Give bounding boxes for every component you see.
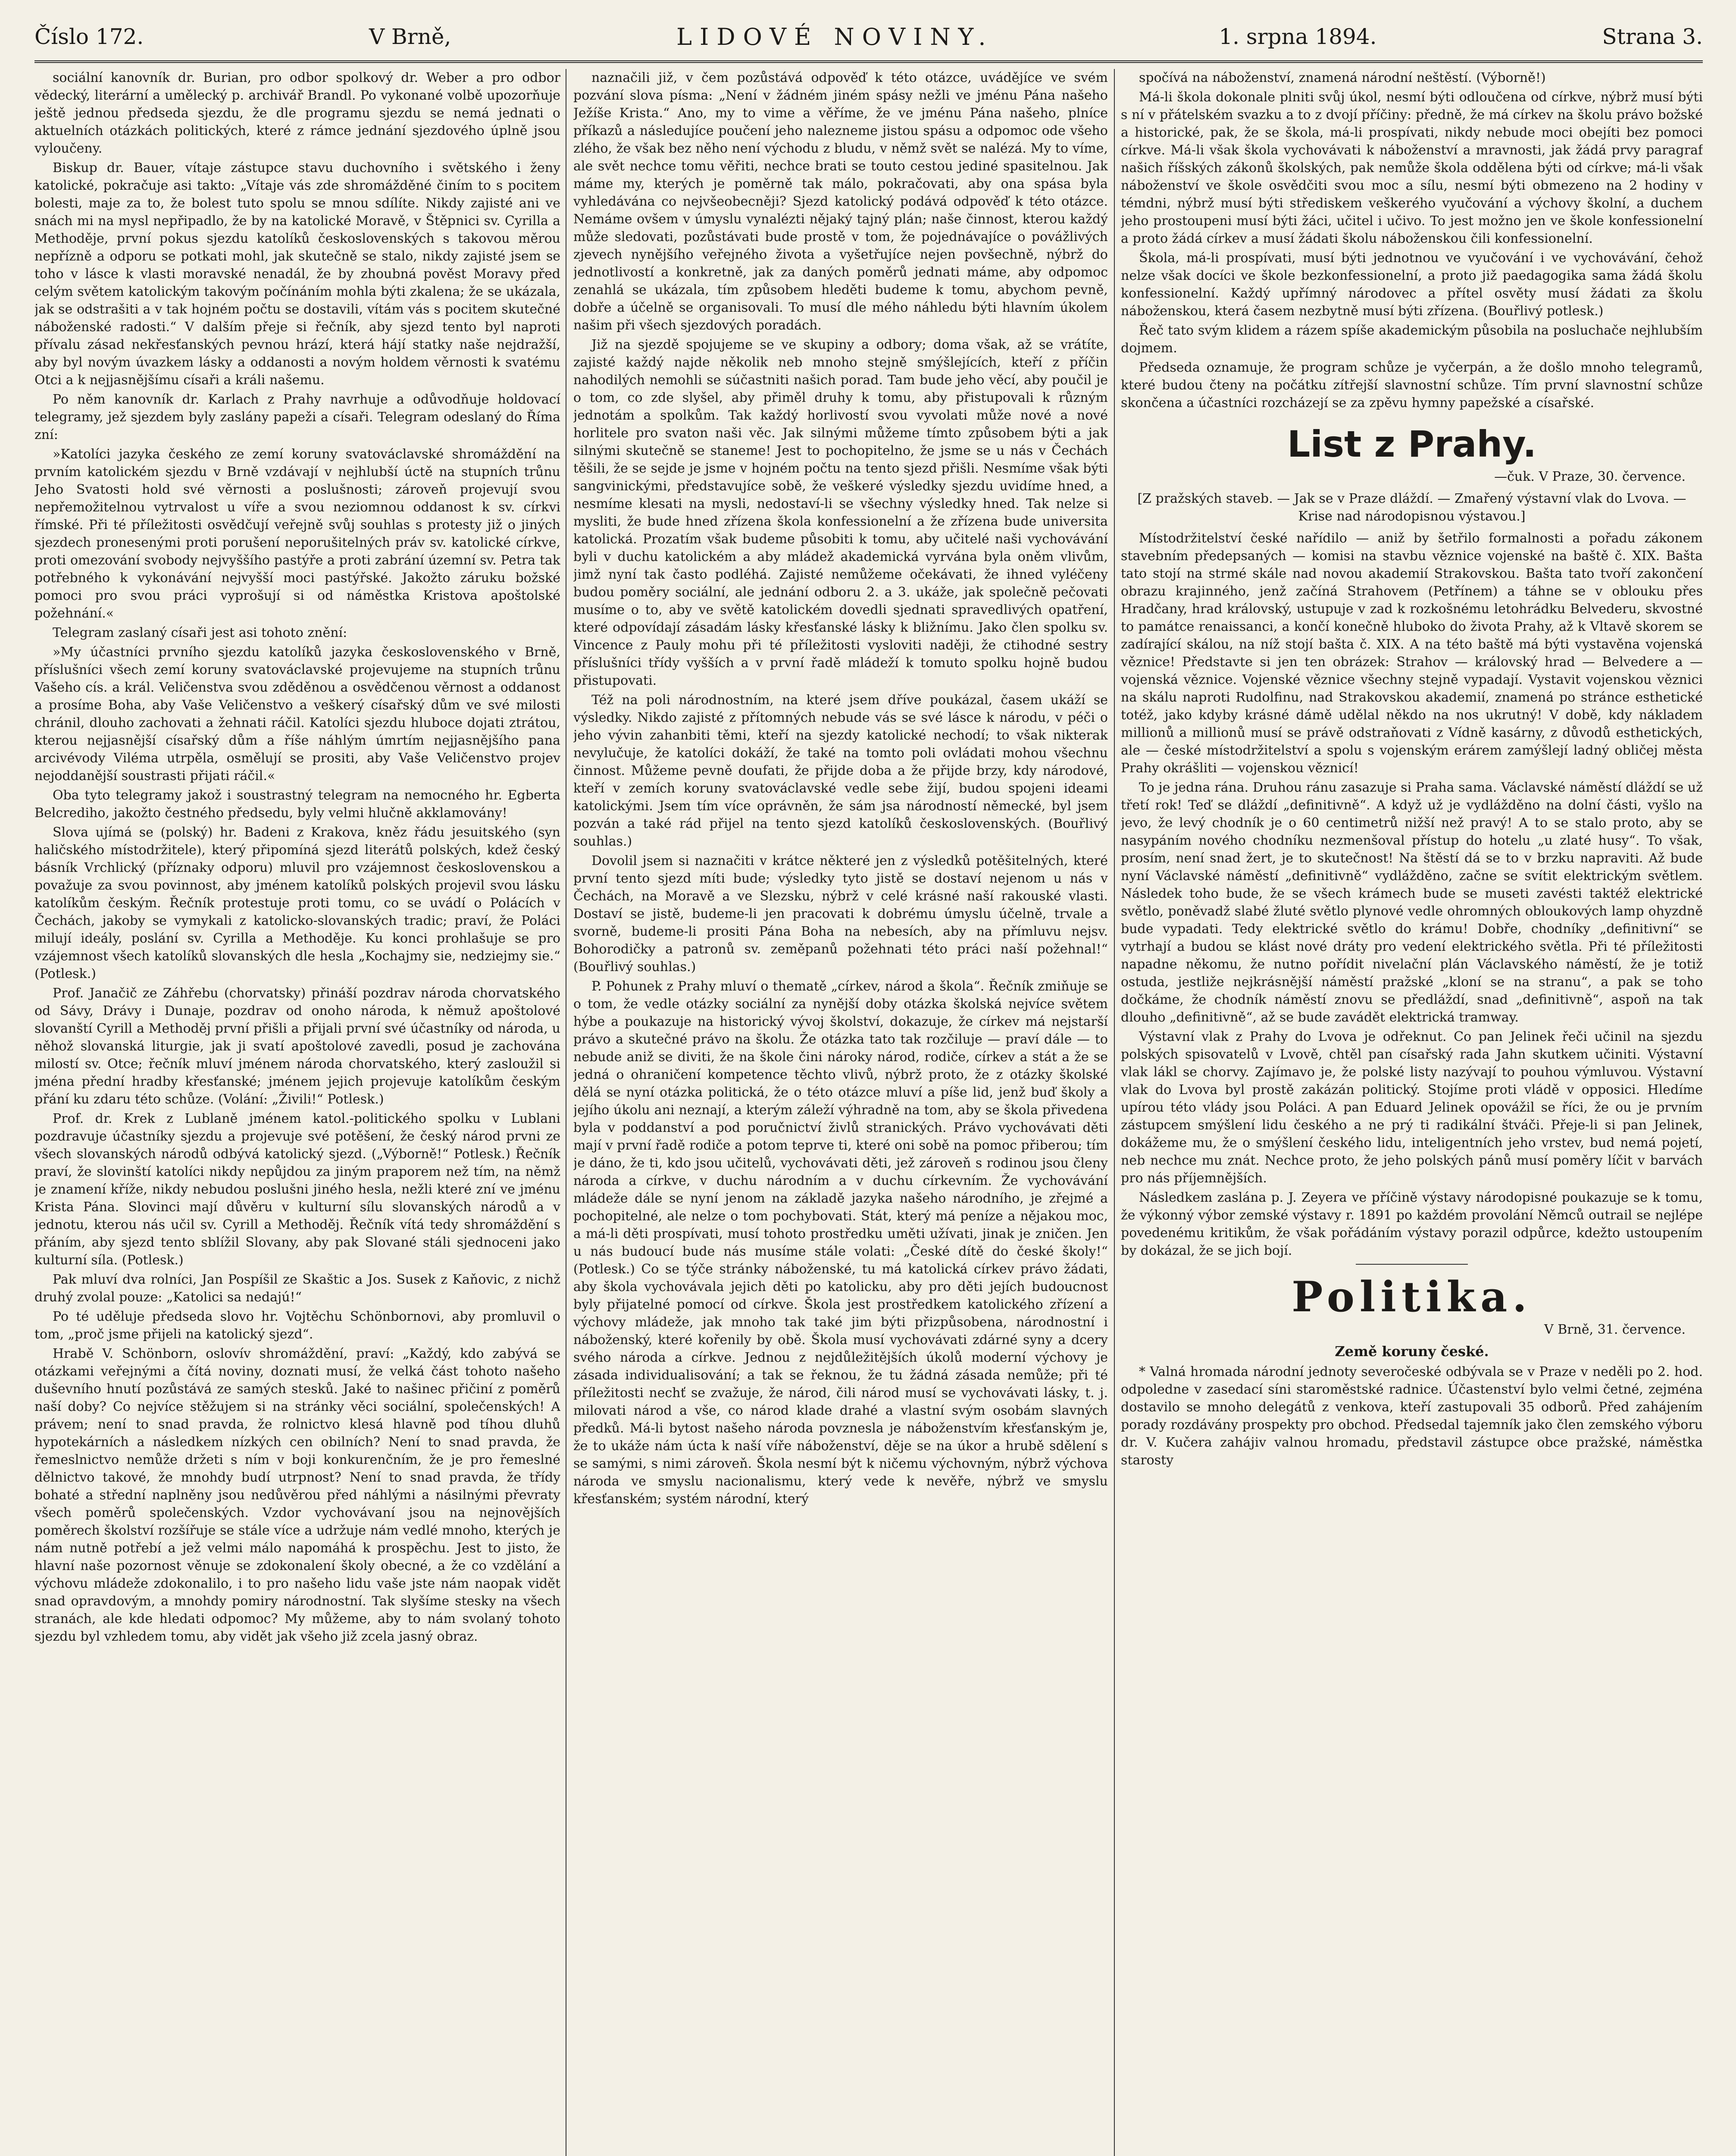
issue-number: Číslo 172.	[34, 24, 144, 49]
paragraph: To je jedna rána. Druhou ránu zasazuje si Praha sama. Václavské náměstí dláždí se už třetí rok! Teď se dláždí „definitivně“. A když už je vydlážděno na dolní části, vyšlo na jevo, že levý chodník je o 60 centimetrů nižší než pravý! A to se stalo proto, aby se nasypáním nového chodníku nezmenšoval přístup do hotelu „u zlaté husy“. To však, prosím, není snad žert, je to skutečnost! Na štěstí dá se to v brzku napraviti. Až bude nyní Václavské náměstí „definitivně“ vydlážděno, začne se svítit elektrickým světlem. Následek toho bude, že se všech krámech bude se museti zavésti taktéž elektrické světlo, poněvadž slabé žluté světlo plynové vedle ohromných obloukových lamp ohyzdně bude vypadati. Tedy elektrické světlo do krámu! Dobře, chodníky „definitivní“ se vytrhají a budou se klást nové dráty pro vedení elektrického světla. Při té příležitosti napadne někomu, že nutno pořídit nivelační plán Václavského náměstí, že je totiž ostuda, jestliže nejkrásnější náměstí pražské „kloní se na stranu“, a pak se toho dočkáme, že chodník náměstí znovu se předláždí, snad „definitivně“, aspoň na tak dlouho „definitivně“, až se bude zavádět elektrická tramway.	[1121, 780, 1703, 1025]
paragraph: Následkem zaslána p. J. Zeyera ve příčině výstavy národopisné poukazuje se k tomu, že výkonný výbor zemské výstavy r. 1891 po každém provolání Němců outrail se nejlépe povedenému kritikům, že však pořádáním výstavy porazil odpůrce, kdežto ustoupením by dokázal, že se jich bojí.	[1121, 1190, 1703, 1258]
paragraph: Biskup dr. Bauer, vítaje zástupce stavu duchovního i světského i ženy katolické, pokračuje asi takto: „Vítaje vás zde shromážděné činím to s pocitem bolesti, maje za to, že bolest tuto spolu se mnou sdílíte. Nikdy zajisté ani ve snách mi na mysl nepřipadlo, že by na katolické Moravě, v Štěpnici sv. Cyrilla a Methoděje, první pokus sjezdu katolíků československých s takovou měrou nepřízně a odporu se potkati mohl, jak skutečně se stalo, nikdy zajisté jsem se toho v lásce k vlasti moravské nenadál, že by zhoubná pověst Moravy před celým světem katolickým takovým počínáním mohla býti zkalena; že se ukázala, jak se odstrašiti a v tak hojném počtu se dostavili, vítám vás s pocitem skutečné náboženské radosti.“ V dalším přeje si řečník, aby sjezd tento byl naproti přívalu zásad nekřesťanských pevnou hrází, která hájí statky naše nejdražší, aby byl novým úvazkem lásky a oddanosti a novým holdem věrnosti k svatému Otci a k nejjasnějšímu císaři a králi našemu.	[34, 160, 560, 388]
list-z-prahy-title: List z Prahy.	[1287, 423, 1537, 465]
paragraph: Již na sjezdě spojujeme se ve skupiny a odbory; doma však, až se vrátíte, zajisté každý najde několik neb mnoho stejně smýšlejících, kteří z příčin nahodilých nemohli se súčastniti našich porad. Tam bude jeho věcí, aby poučil je o tom, co zde slyšel, aby přiměl druhy k tomu, aby přistupovali k různým jednotám a spolkům. Tak každý horlivostí svou vyvolati může nové a nové horlitele pro svaton naši věc. Jak silnými můžeme tímto způsobem býti a jak silnými skutečně se staneme! Jest to pochopitelno, že jsme se u nás v Čechách těšili, že se sejde je jsme v hojném počtu na tento sjezd přišli. Nesmíme však býti sangvinickými, představujíce sobě, že veškeré výsledky sjezdu uvidíme hned, a nesmíme klesati na mysli, nedostaví-li se všechny výsledky hned. Tak nelze si mysliti, že bude hned zřízena škola konfessionelní a že zřízena bude universita katolická. Prozatím však budeme působiti k tomu, aby učitelé naši vychovávání byli v duchu katolickém a aby mládež akademická vyrvána byla oněm vlivům, jimž nyní tak často podléhá. Zajisté nemůžeme očekávati, že ihned vyléčeny budou poměry sociální, ale jednání odboru 2. a 3. ukáže, jak společně pečovati musíme o to, aby ve světě katolickém dovedli sjednati spravedlivých opatření, které odpovídají zásadám lásky křesťanské lásky k bližnímu. Jako člen spolku sv. Vincence z Pauly mohu při té příležitosti vysloviti naději, že ctihodné sestry příslušníci třídy vyšších a v první řadě mládeží k tomuto spolku hojně budou přistupovati.	[573, 337, 1108, 688]
paragraph: Škola, má-li prospívati, musí býti jednotnou ve vyučování i ve vychovávání, čehož nelze však docíci ve škole bezkonfessionelní, a proto již paedagogika sama žádá školu konfessionelní. Každý upřímný národovec a přítel osvěty musí žádati za školu náboženskou, která časem nezbytně musí býti zřízena. (Bouřlivý potlesk.)	[1121, 251, 1703, 319]
issue-date: 1. srpna 1894.	[1219, 24, 1377, 49]
paragraph: »Katolíci jazyka českého ze zemí koruny svatováclavské shromáždění na prvním katolickém sjezdu v Brně vzdávají v nejhlubší úctě na stupních trůnu Jeho Svatosti hold své věrnosti a poslušnosti; zároveň projevují svou nepřemožitelnou vytrvalost u víře a svou neziomnou oddanost k sv. církvi římské. Při té příležitosti osvědčují veřejně svůj souhlas s protesty již o jiných sjezdech pronesenými proti porušení neporušitelných práv sv. katolické církve, proti omezování svobody nejvyššího pastýře a proti zabrání územní sv. Petra tak potřebného k vykonávání nejvyšší moci pastýřské. Jakožto záruku božské pomoci pro svou práci vyprošují si od náměstka Kristova apoštolské požehnání.«	[34, 447, 560, 621]
column-1	[34, 69, 560, 2156]
column-divider	[1114, 69, 1115, 2156]
paragraph: Pak mluví dva rolníci, Jan Pospíšil ze Skaštic a Jos. Susek z Kaňovic, z nichž druhý zvolal pouze: „Katolici sa nedajú!“	[34, 1272, 560, 1305]
paragraph: naznačili již, v čem pozůstává odpověď k této otázce, uvádějíce ve svém pozvání slova písma: „Není v žádném jiném spásy nežli ve jménu Pána našeho Ježíše Krista.“ Ano, my to vime a věříme, že ve jménu Pána našeho, plníce příkazů a následujíce poučení jeho nalezneme jistou spásu a odpomoc ode všeho zlého, že však bez něho není východu z bludu, v němž svět se nalézá. My to víme, ale svět nechce tomu věřiti, nechce brati se touto cestou jediné spasitelnou. Jak máme my, kterých je poměrně tak málo, pokračovati, aby ona spása byla vyhledávána co nejvšeobecněji? Sjezd katolický podává odpověď k této otázce. Nemáme ovšem v úmyslu vynalézti nějaký tajný plán; naše činnost, kterou každý může sledovati, pozůstávati bude prostě v tom, že pojednávajíce o povážlivých zjevech nynějšího veřejného života a vyšetřujíce nejen povšechně, nýbrž do jednotlivostí a konkretně, jak za daných poměrů jednati máme, aby odpomoc zenahlá se ukázala, tím způsobem hleděti budeme k tomu, abychom pevně, dobře a účelně se organisovali. To musí dle mého náhledu býti hlavním úkolem našim při všech sjezdových poradách.	[573, 70, 1108, 333]
paragraph: Po něm kanovník dr. Karlach z Prahy navrhuje a odůvodňuje holdovací telegramy, jež sjezdem byly zaslány papeži a císaři. Telegram odeslaný do Říma zní:	[34, 392, 560, 442]
paragraph: Oba tyto telegramy jakož i soustrastný telegram na nemocného hr. Egberta Belcrediho, jakožto čestného předsedu, byly velmi hlučně akklamovány!	[34, 788, 560, 821]
politika-title: Politika.	[1292, 1272, 1532, 1321]
paragraph: sociální kanovník dr. Burian, pro odbor spolkový dr. Weber a pro odbor vědecký, literární a umělecký p. archivář Brandl. Po vykonané volbě upozorňuje ještě jednou předseda sjezdu, že dle programu sjezdu se nemá jednati o aktuelních otázkách politických, které z rámce jednání sjezdového úplně jsou vyloučeny.	[34, 70, 560, 156]
masthead-rule	[34, 60, 1703, 63]
section-divider	[1356, 1264, 1468, 1265]
paragraph: Výstavní vlak z Prahy do Lvova je odřeknut. Co pan Jelinek řeči učinil na sjezdu polských spisovatelů v Lvově, chtěl pan císařský rada Jahn skutkem učiniti. Výstavní vlak lákl se chorvy. Zajímavo je, že polské listy nazývají to pouhou výmluvou. Výstavní vlak do Lvova byl prostě zakázán politický. Stojíme proti vládě v opposici. Hledíme upírou této vlády jsou Poláci. A pan Eduard Jelinek opovážil se říci, že ou je prvním zástupcem smýšlení lidu českého a ne prý ti radikální štváči. Přeje-li si pan Jelinek, dokážeme mu, že o smýšlení českého lidu, inteligentních jeho vrstev, bud nemá pojetí, neb nechce mu znát. Nechce proto, že jeho polských pánů musí poměry líčit v barvách pro nás příjemnějších.	[1121, 1029, 1703, 1186]
column-3	[1121, 69, 1703, 2156]
column-2	[573, 69, 1108, 2156]
politika-dateline: V Brně, 31. července.	[1544, 1322, 1686, 1337]
paragraph: Prof. Janačič ze Záhřebu (chorvatsky) přináší pozdrav národa chorvatského od Sávy, Drávy i Dunaje, pozdrav od onoho národa, k němuž apoštolové slovanští Cyrill a Methoděj první přišli a přijali první své účastníky od národa, u něhož slovanská liturgie, jak ji svatí apoštolové zavedli, posud je zachována milostí sv. Otce; řečník mluví jménem národa chorvatského, který zasloužil si jména přední hradby křesťanské; jménem jejich projevuje katolíkům českým přání ku zdaru této schůze. (Volání: „Živili!“ Potlesk.)	[34, 986, 560, 1107]
paragraph: P. Pohunek z Prahy mluví o thematě „církev, národ a škola“. Řečník zmiňuje se o tom, že vedle otázky sociální za nynější doby otázka školská nejvíce světem hýbe a poukazuje na historický vývoj školství, dokazuje, že církev má nejstarší právo a skutečné právo na školu. Že otázka tato tak rozčiluje — praví dále — to nebude aniž se diviti, že na škole čini nároky národ, rodiče, církev a stát a že se jedná o ohraničení kompetence těchto vlivů, nýbrž proto, že z otázky školské dělá se nyní otázka politická, že o této otázce mluví a píše lid, jenž buď školy a jejího úkolu ani neznají, a kterým záleží výhradně na tom, aby se škola přivedena byla v poddanství a pod poručnictví živlů stranických. Právo vychovávati děti mají v první řadě rodiče a potom teprve ti, které oni sobě na pomoc přiberou; tím je dáno, že ti, kdo jsou učitelů, vychovávati děti, jež zároveň s rodinou jsou členy národa a církve, v duchu národním a v duchu církevním. Že vychovávání mládeže dále se nyní jenom na základě jazyka našeho národního, je zřejmé a pochopitelné, ale nelze o tom pochybovati. Stát, který má peníze a nějakou moc, a má-li děti prospívati, musí tohoto prostředku uměti užívati, jinak je zničen. Jen u nás budoucí bude nás musíme stále volati: „České dítě do české školy!“ (Potlesk.) Co se týče stránky náboženské, tu má katolická církev právo žádati, aby škola vychovávala jejich děti po katolicku, aby pro děti jejích budoucnost byly přijatelné pomocí od církve. Škola jest prostředkem katolického zřízení a výchovy mládeže, jak mnoho tak také jim býti přizpůsobena, národnostní i náboženský, které kořenily by obě. Škola musí vychovávati zdárné syny a dcery svého národa a církve. Jednou z nejdůležitějších úkolů moderní výchovy je zásada individualisování; a tak se řeknou, že tu žádná zásada nemůže; při té příležitosti nechť se zvažuje, že národ, čili národ musí se vychovávati lásky, t. j. milovati národ a vše, co národ klade drahé a vlastní svým osobám slavných předků. Má-li bytost našeho národa povznesla je náboženstvím křesťanským je, že to ukáže nám úcta k naší víře náboženství, děje se na úkor a hrubě sdělení s se samými, s nimi zároveň. Škola nesmí být k ničemu výchovným, nýbrž výchova národa ve smyslu nacionalismu, který vede k nevěře, nýbrž ve smyslu křesťanském; systém národní, který	[573, 979, 1108, 1507]
paragraph: Řeč tato svým klidem a rázem spíše akademickým působila na posluchače nejhlubším dojmem.	[1121, 323, 1703, 356]
paragraph: Též na poli národnostním, na které jsem dříve poukázal, časem ukáží se výsledky. Nikdo zajisté z přítomných nebude vás se své lásce k národu, v péči o jeho vývin zahanbiti těmi, kteří na sjezdy katolické nechodí; to však nikterak nevylučuje, že katolíci dokáží, že také na tomto poli ovládati mohou všechnu činnost. Můžeme pevně doufati, že přijde doba a že přijde brzy, kdy národové, kteří v zemích koruny svatováclavské vedle sebe žijí, budou spojeni ideami katolickými. Jsem tím více oprávněn, že sám jsa národností německé, byl jsem pozván a také rád přijel na tento sjezd katolíků československých. (Bouřlivý souhlas.)	[573, 693, 1108, 849]
paragraph: Telegram zaslaný císaři jest asi tohoto znění:	[53, 625, 347, 640]
paragraph: Má-li škola dokonale plniti svůj úkol, nesmí býti odloučena od církve, nýbrž musí býti s ní v přátelském svazku a to z dvojí příčiny: předně, že má církev na školu právo božské a historické, pak, že se škola, má-li prospívati, nikdy nebude moci obejíti bez pomoci církve. Má-li však škola vychovávati k náboženství a mravnosti, jak žádá prvy paragraf našich říšských zákonů školských, pak nemůže škola oddělena býti od církve; má-li však náboženství ve škole osvědčiti svou moc a sílu, nesmí býti obmezeno na 2 hodiny v témdni, nýbrž musí býti střediskem veškerého vyučování a výchovy školní, a duchem jeho prostoupeni musí býti žáci, učitel i učivo. To jest možno jen ve škole konfessionelní a proto žádá církev a musí žádati školu náboženskou čili konfessionelní.	[1121, 90, 1703, 246]
paragraph: Prof. dr. Krek z Lublaně jménem katol.-politického spolku v Lublani pozdravuje účastníky sjezdu a projevuje své potěšení, že český národ prvni ze všech slovanských národů odbývá katolický sjezd. („Výborně!“ Potlesk.) Řečník praví, že slovinští katolíci nikdy nepůjdou za jiným praporem než tím, na němž je znamení kříže, nikdy nebudou poslušni jiného hesla, nežli které zní ve jménu Krista Pána. Slovinci mají důvěru v kulturní sílu slovanských národů a v jednotu, kterou nás učil sv. Cyrill a Methoděj. Řečník vítá tedy shromáždění s přáním, aby sjezd tento sblížil Slovany, aby pak Slované stáli sjednoceni jako kulturní síla. (Potlesk.)	[34, 1111, 560, 1268]
paragraph: * Valná hromada národní jednoty severočeské odbývala se v Praze v neděli po 2. hod. odpoledne v zasedací síni staroměstské radnice. Účastenství bylo velmi četné, zejména dostavilo se mnoho delegátů z venkova, kteří zastupovali 35 odborů. Před zahájením porady rozdávány prospekty pro obchod. Předsedal tajemník jako člen zemského výboru dr. V. Kučera zahájiv valnou hromadu, představil zástupce obce pražské, náměstka starosty	[1121, 1364, 1703, 1468]
paragraph: Slova ujímá se (polský) hr. Badeni z Krakova, kněz řádu jesuitského (syn haličského místodržitele), který připomíná sjezd literátů polských, kdež český básník Vrchlický (příznaky odporu) mluvil pro vzájemnost československou a považuje za svou povinnost, aby jménem katolíků polských projevil svou lásku katolíkům českým. Řečník protestuje proti tomu, co se uvádí o Polácích v Čechách, jakoby se vymykali z katolicko-slovanských tradic; praví, že Poláci milují ideály, poslání sv. Cyrilla a Methoděje. Ku konci prohlašuje se pro vzájemnost všech katolíků slovanských dle hesla „Kochajmy sie, nedziejmy sie.“ (Potlesk.)	[34, 825, 560, 981]
paragraph: »My účastníci prvního sjezdu katolíků jazyka československého v Brně, příslušníci všech zemí koruny svatováclavské projevujeme na stupních trůnu Vašeho cís. a král. Veličenstva svou zděděnou a osvědčenou věrnost a oddanost a prosíme Boha, aby Vaše Veličenstvo a veškerý císařský dům ve své milosti chránil, dlouho zachovati a žehnati ráčil. Katolíci sjezdu hluboce dojati ztrátou, kterou nejjasnější císařský dům a říše náhlým úmrtím nejjasnějšího pana arcivévody Viléma utrpěla, osmělují se prositi, aby Vaše Veličenstvo projev nejoddanější soustrasti přijati ráčil.«	[34, 645, 560, 783]
newspaper-title: LIDOVÉ NOVINY.	[676, 23, 994, 50]
masthead	[34, 17, 1703, 56]
paragraph: Dovolil jsem si naznačiti v krátce některé jen z výsledků potěšitelných, které první tento sjezd míti bude; výsledky tyto jistě se dostaví nejenom u nás v Čechách, na Moravě a ve Slezsku, nýbrž v celé krásné naší rakouské vlasti. Dostaví se jistě, budeme-li jen pracovati k dobrému úmyslu účelně, trvale a svorně, budeme-li prositi Pána Boha na nebesích, aby na přímluvu nejsv. Bohorodičky a patronů sv. zeměpanů požehnati této práci naší požehnal!“ (Bouřlivý souhlas.)	[573, 853, 1108, 975]
masthead-city: V Brně,	[369, 24, 451, 49]
paragraph: Předseda oznamuje, že program schůze je vyčerpán, a že došlo mnoho telegramů, které budou čteny na počátku zítřejší slavnostní schůze. Tím první slavnostní schůze skončena a účastníci rozcházejí se za zpěvu hymny papežské a císařské.	[1121, 360, 1703, 411]
paragraph: Hrabě V. Schönborn, oslovív shromáždění, praví: „Každý, kdo zabývá se otázkami veřejnými a čítá noviny, doznati musí, že velká část tohoto našeho duševního hnutí pozůstává ze samých stesků. Jaké to našinec přičiní z poměrů naší doby? Co nejvíce stěžujem si na stránky věci sociální, společenských! A právem; není to snad pravda, že rolnictvo klesá hlavně pod tíhou dluhů hypotekárních a následkem nízkých cen obilních? Není to snad pravda, že řemeslnictvo nemůže držeti s ním v boji konkurenčním, že je pro řemeslné dělnictvo takové, že mnohdy budí utrpnost? Není to snad pravda, že třídy bohaté a střední naplněny jsou nedůvěrou před náhlými a násilnými převraty všech poměrů společenských. Vzdor vychovávaní jsou na nejnovějších poměrech školství rozšířuje se stále více a udržuje nám vedlé mnoho, kterých je nám nutně potřebí a jež velmi málo napomáhá k prospěchu. Jest to jisto, že hlavní naše pozornost věnuje se zdokonalení školy obecné, a že co vzdělání a výchovu mládeže zdokonalilo, i to pro našeho lidu vaše jste nám naopak vidět snad opravdovým, a mnohdy pomiry národnostní. Tak slyšíme stesky na všech stranách, ale kde hledati odpomoc? My můžeme, aby to nám svolaný tohoto sjezdu byl vzhledem tomu, aby vidět jak všeho již zcela jasný obraz.	[34, 1346, 560, 1644]
list-byline: —čuk. V Praze, 30. července.	[1494, 469, 1686, 484]
paragraph: spočívá na náboženství, znamená národní neštěstí. (Výborně!)	[1139, 70, 1546, 85]
paragraph: Po té uděluje předseda slovo hr. Vojtěchu Schönbornovi, aby promluvil o tom, „proč jsme přijeli na katolický sjezd“.	[34, 1309, 560, 1342]
page-number: Strana 3.	[1602, 24, 1703, 49]
paragraph: Místodržitelství české nařídilo — aniž by šetřilo formalnosti a pořadu zákonem stavebním předepsaných — komisi na stavbu věznice vojenské na baště č. XIX. Bašta tato stojí na strmé skále nad novou akademií Strakovskou. Bašta tato tvoří zakončení obrazu krajinného, jenž začíná Strahovem (Petřínem) a táhne se v oblouku přes Hradčany, hrad královský, ustupuje v zad k rozkošnému letohrádku Belvederu, skvostné to památce renaissanci, a končí konečně hluboko do života Prahy, až k Vltavě skorem se zadírající skálou, na níž stojí bašta č. XIX. A na této baště má býti vystavěna vojenská věznice! Představte si jen ten obrázek: Strahov — královský hrad — Belvedere a — vojenská věznice. Vojenské věznice všechny stejně vypadají. Vystavit vojenskou věznici na skálu naproti Rudolfinu, nad Strakovskou akademií, znamená po stránce esthetické totéž, jako kdyby krásné dámě udělal někdo na nos ukrutný! V době, kdy nákladem millionů a millionů musí se právě odstraňovati z Vídně kasárny, z důvodů esthetických, ale — české místodržitelství a spolu s vojenským erárem zamýšlejí ladný obličej města Prahy okrášliti — vojenskou věznicí!	[1121, 531, 1703, 776]
politika-subhead: Země koruny české.	[1335, 1343, 1489, 1360]
list-summary: [Z pražských staveb. — Jak se v Praze dláždí. — Zmařený výstavní vlak do Lvova. — Krise nad národopisnou výstavou.]	[1137, 491, 1686, 524]
